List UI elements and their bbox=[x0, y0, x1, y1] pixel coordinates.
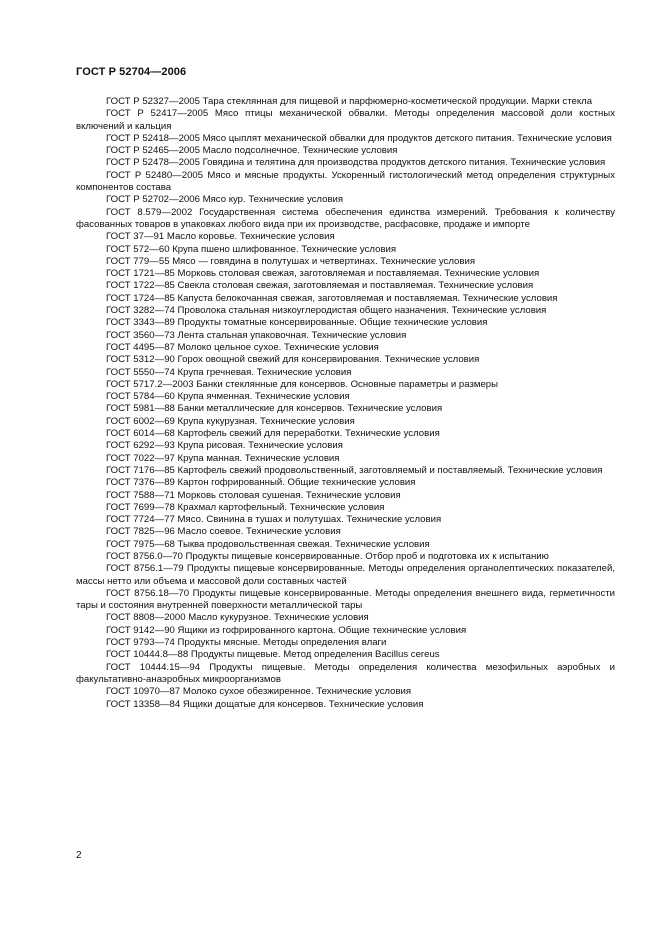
reference-item: ГОСТ Р 52327—2005 Тара стеклянная для пищевой и парфюмерно-косметической продукции. Марки стекла bbox=[106, 96, 593, 107]
reference-item: ГОСТ 6002—69 Крупа кукурузная. Технические условия bbox=[106, 415, 355, 427]
reference-item: ГОСТ 7022—97 Крупа манная. Технические условия bbox=[106, 452, 340, 464]
reference-item: ГОСТ 8.579—2002 Государственная система обеспечения единства измерений. Требования к количеству фасованных товаров в упаковках любого вида при их производстве, расфасовке, продаже и импорте bbox=[76, 206, 615, 230]
reference-item: ГОСТ 8808—2000 Масло кукурузное. Технические условия bbox=[106, 612, 369, 624]
reference-item: ГОСТ 5717.2—2003 Банки стеклянные для консервов. Основные параметры и размеры bbox=[106, 378, 499, 390]
reference-item: ГОСТ 1724—85 Капуста белокочанная свежая, заготовляемая и поставляемая. Технические условия bbox=[106, 292, 558, 304]
reference-item: ГОСТ 10970—87 Молоко сухое обезжиренное. Технические условия bbox=[106, 686, 412, 698]
reference-item: ГОСТ 7176—85 Картофель свежий продовольственный, заготовляемый и поставляемый. Технические условия bbox=[106, 464, 603, 476]
reference-item: ГОСТ 3560—73 Лента стальная упаковочная. Технические условия bbox=[106, 329, 407, 341]
reference-item: ГОСТ 5550—74 Крупа гречневая. Технические условия bbox=[106, 366, 352, 378]
reference-item: ГОСТ 6014—68 Картофель свежий для переработки. Технические условия bbox=[106, 428, 440, 440]
reference-item: ГОСТ 779—55 Мясо — говядина в полутушах и четвертинах. Технические условия bbox=[106, 255, 476, 267]
reference-item: ГОСТ 1722—85 Свекла столовая свежая, заготовляемая и поставляемая. Технические условия bbox=[106, 280, 534, 292]
reference-item: ГОСТ 9793—74 Продукты мясные. Методы определения влаги bbox=[106, 637, 387, 649]
reference-item: ГОСТ 5981—88 Банки металлические для консервов. Технические условия bbox=[106, 403, 443, 415]
reference-item: ГОСТ 10444.8—88 Продукты пищевые. Метод определения Bacillus cereus bbox=[106, 649, 440, 661]
reference-item: ГОСТ 4495—87 Молоко цельное сухое. Технические условия bbox=[106, 341, 379, 353]
document-header: ГОСТ Р 52704—2006 bbox=[76, 66, 187, 78]
reference-item: ГОСТ 8756.0—70 Продукты пищевые консервированные. Отбор проб и подготовка их к испытанию bbox=[106, 550, 549, 562]
reference-item: ГОСТ 3343—89 Продукты томатные консервированные. Общие технические условия bbox=[106, 317, 488, 329]
reference-item: ГОСТ 8756.18—70 Продукты пищевые консервированные. Методы определения внешнего вида, герметичности тары и состояния внутренней поверхности металлической тары bbox=[76, 587, 615, 612]
reference-item: ГОСТ 7376—89 Картон гофрированный. Общие технические условия bbox=[106, 477, 416, 489]
reference-item: ГОСТ 3282—74 Проволока стальная низкоуглеродистая общего назначения. Технические условия bbox=[106, 305, 547, 317]
reference-item: ГОСТ Р 52465—2005 Масло подсолнечное. Технические условия bbox=[106, 145, 398, 157]
reference-item: ГОСТ Р 52480—2005 Мясо и мясные продукты. Ускоренный гистологический метод определения структурных компонентов состава bbox=[76, 169, 615, 194]
reference-item: ГОСТ 1721—85 Морковь столовая свежая, заготовляемая и поставляемая. Технические условия bbox=[106, 268, 540, 280]
reference-item: ГОСТ 37—91 Масло коровье. Технические условия bbox=[106, 231, 335, 243]
reference-item: ГОСТ 13358—84 Ящики дощатые для консервов. Технические условия bbox=[106, 698, 424, 710]
reference-item: ГОСТ 572—60 Крупа пшено шлифованное. Технические условия bbox=[106, 243, 397, 255]
reference-item: ГОСТ Р 52417—2005 Мясо птицы механической обвалки. Методы определения массовой доли костных включений и кальция bbox=[76, 108, 615, 132]
reference-item: ГОСТ Р 52478—2005 Говядина и телятина для производства продуктов детского питания. Технические условия bbox=[106, 157, 606, 169]
reference-item: ГОСТ 8756.1—79 Продукты пищевые консервированные. Методы определения органолептических показателей, массы нетто или объема и массовой доли составных частей bbox=[76, 563, 615, 587]
reference-item: ГОСТ 7699—78 Крахмал картофельный. Технические условия bbox=[106, 501, 385, 513]
reference-item: ГОСТ 7588—71 Морковь столовая сушеная. Технические условия bbox=[106, 489, 401, 501]
reference-item: ГОСТ 6292—93 Крупа рисовая. Технические условия bbox=[106, 440, 343, 452]
reference-item: ГОСТ Р 52702—2006 Мясо кур. Технические условия bbox=[106, 194, 344, 206]
reference-item: ГОСТ 7825—96 Масло соевое. Технические условия bbox=[106, 526, 341, 538]
reference-item: ГОСТ 7724—77 Мясо. Свинина в тушах и полутушах. Технические условия bbox=[106, 514, 442, 526]
reference-item: ГОСТ 5784—60 Крупа ячменная. Технические условия bbox=[106, 391, 350, 403]
reference-item: ГОСТ Р 52418—2005 Мясо цыплят механической обвалки для продуктов детского питания. Технические условия bbox=[106, 132, 612, 144]
reference-item: ГОСТ 9142—90 Ящики из гофрированного картона. Общие технические условия bbox=[106, 624, 467, 636]
reference-item: ГОСТ 10444.15—94 Продукты пищевые. Методы определения количества мезофильных аэробных и факультативно-анаэробных микроорганизмов bbox=[76, 661, 615, 685]
reference-item: ГОСТ 7975—68 Тыква продовольственная свежая. Технические условия bbox=[106, 538, 430, 550]
normative-references-list bbox=[76, 96, 615, 711]
page-number: 2 bbox=[76, 850, 82, 861]
reference-item: ГОСТ 5312—90 Горох овощной свежий для консервирования. Технические условия bbox=[106, 354, 480, 366]
